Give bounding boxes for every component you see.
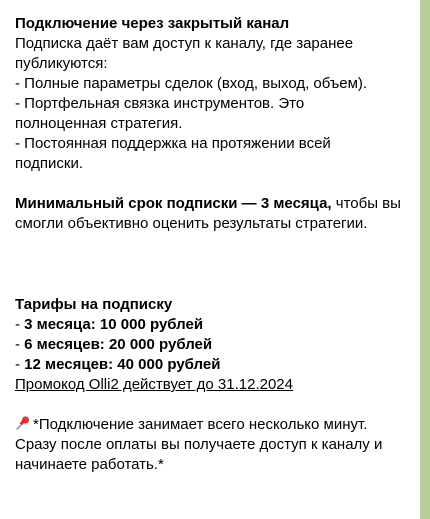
min-term-rest: чтобы вы [331,195,401,212]
tariff-line: - 12 месяцев: 40 000 рублей [15,356,221,373]
message-heading: Подключение через закрытый канал [15,15,290,32]
note-line-1 [15,415,406,435]
feature-line: - Полные параметры сделок (вход, выход, объем). [15,75,368,92]
note-line-2: Сразу после оплаты вы получаете доступ к каналу и [15,436,383,453]
tariff-value: 12 месяцев: 40 000 рублей [24,356,221,373]
pushpin-icon [15,415,31,431]
tariff-line: - 6 месяцев: 20 000 рублей [15,336,213,353]
tariff-value: 6 месяцев: 20 000 рублей [24,336,213,353]
intro-line-2: публикуются: [15,55,108,72]
tariffs-heading: Тарифы на подписку [15,296,173,313]
feature-line: - Постоянная поддержка на протяжении всей [15,135,331,152]
min-term-line-2: смогли объективно оценить результаты стратегии. [15,215,368,232]
intro-line-1: Подписка даёт вам доступ к каналу, где заранее [15,35,354,52]
note-line-3: начинаете работать.* [15,456,164,473]
feature-line: подписки. [15,155,83,172]
tariff-line: - 3 месяца: 10 000 рублей [15,316,204,333]
feature-line: полноценная стратегия. [15,115,183,132]
feature-line: - Портфельная связка инструментов. Это [15,95,305,112]
tariff-value: 3 месяца: 10 000 рублей [24,316,204,333]
promo-code-line: Промокод Olli2 действует до 31.12.2024 [15,376,293,393]
min-term-line-1 [15,194,406,214]
min-term-bold: Минимальный срок подписки — 3 месяца, [15,195,332,212]
note-text-1: *Подключение занимает всего несколько минут. [33,416,368,433]
